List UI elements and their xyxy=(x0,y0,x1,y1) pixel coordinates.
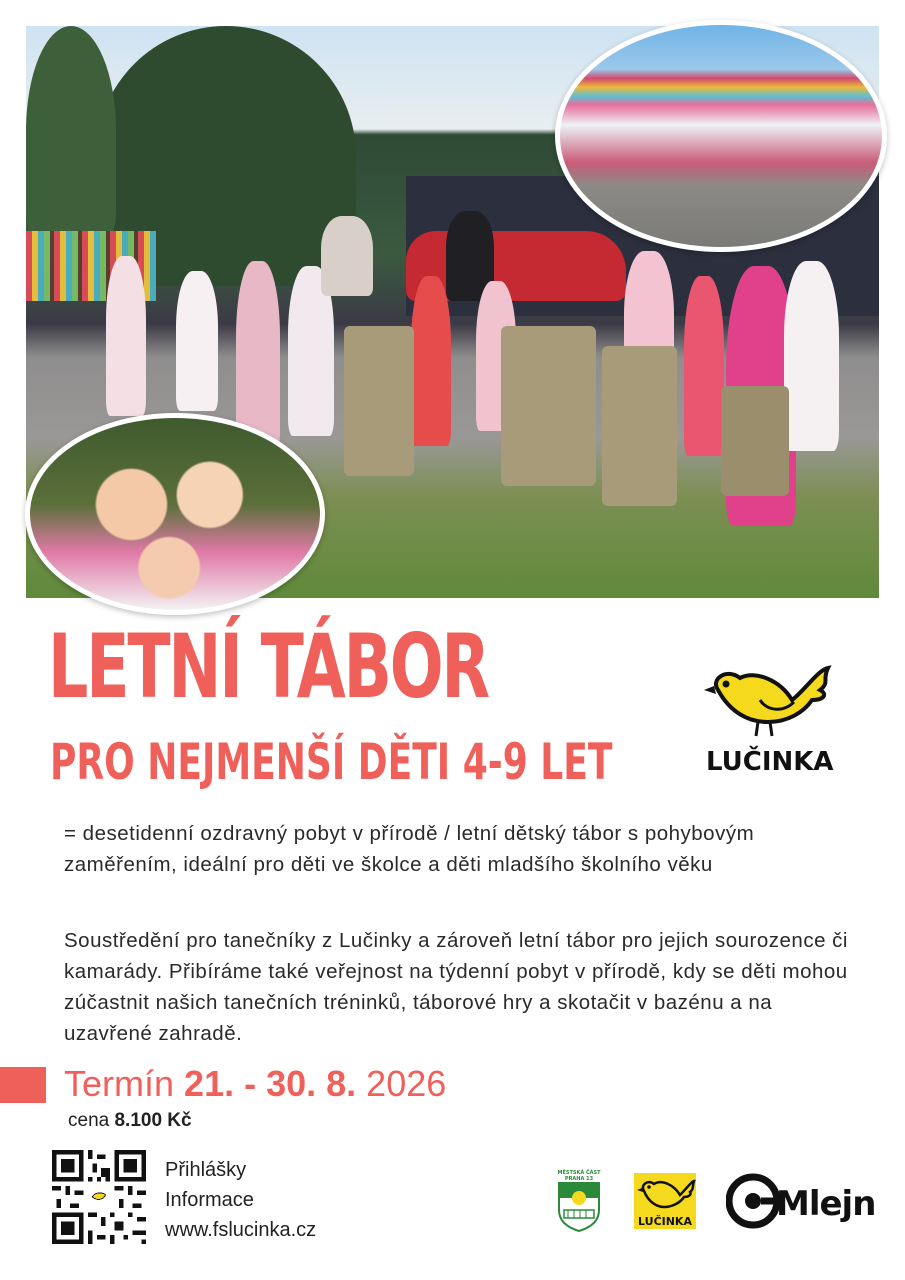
page-title: LETNÍ TÁBOR xyxy=(48,615,489,718)
term-label: Termín xyxy=(64,1063,175,1104)
svg-text:LUČINKA: LUČINKA xyxy=(638,1215,692,1228)
praha13-coat-of-arms-icon xyxy=(554,1168,604,1232)
mlejn-at-icon xyxy=(726,1172,876,1230)
svg-text:LUČINKA: LUČINKA xyxy=(706,747,834,777)
qr-code[interactable] xyxy=(52,1150,146,1244)
term-dates xyxy=(64,1062,446,1106)
info-link[interactable]: Informace xyxy=(165,1189,254,1211)
lucinka-small-logo xyxy=(634,1173,696,1229)
lucinka-logo xyxy=(700,660,840,780)
price-label: cena xyxy=(68,1110,110,1131)
lucinka-small-bird-icon xyxy=(634,1173,696,1229)
folk-costume-group-photo xyxy=(555,20,887,252)
price xyxy=(68,1110,192,1132)
kids-closeup-photo xyxy=(25,413,325,615)
praha13-logo xyxy=(554,1168,604,1232)
qr-code-icon xyxy=(52,1150,146,1244)
description-long: Soustředění pro tanečníky z Lučinky a zároveň letní tábor pro jejich sourozence či kamarády. Přibíráme také veřejnost na týdenní pobyt v přírodě, kdy se děti mohou zúčastnit našich tanečních tréninků, táborové hry a skotačit v bazénu a na uzavřené zahradě. xyxy=(64,929,848,1045)
website-link[interactable]: www.fslucinka.cz xyxy=(165,1219,317,1241)
registration-link[interactable]: Přihlášky xyxy=(165,1159,247,1181)
svg-text:PRAHA 13: PRAHA 13 xyxy=(564,1176,594,1182)
svg-text:Mlejn: Mlejn xyxy=(776,1184,876,1224)
price-value: 8.100 Kč xyxy=(114,1110,192,1131)
accent-bar xyxy=(0,1067,46,1103)
svg-text:MĚSTSKÁ ČÁST: MĚSTSKÁ ČÁST xyxy=(557,1170,601,1176)
lucinka-bird-icon xyxy=(700,660,840,780)
contact-links xyxy=(165,1155,316,1245)
description-short: = desetidenní ozdravný pobyt v přírodě / letní dětský tábor s pohybovým zaměřením, ideální pro děti ve školce a děti mladšího školního věku xyxy=(64,822,755,876)
page-subtitle: PRO NEJMENŠÍ DĚTI 4-9 LET xyxy=(50,733,613,791)
term-dates-value: 21. - 30. 8. xyxy=(184,1063,357,1104)
mlejn-logo xyxy=(726,1172,876,1230)
term-year: 2026 xyxy=(366,1063,447,1104)
